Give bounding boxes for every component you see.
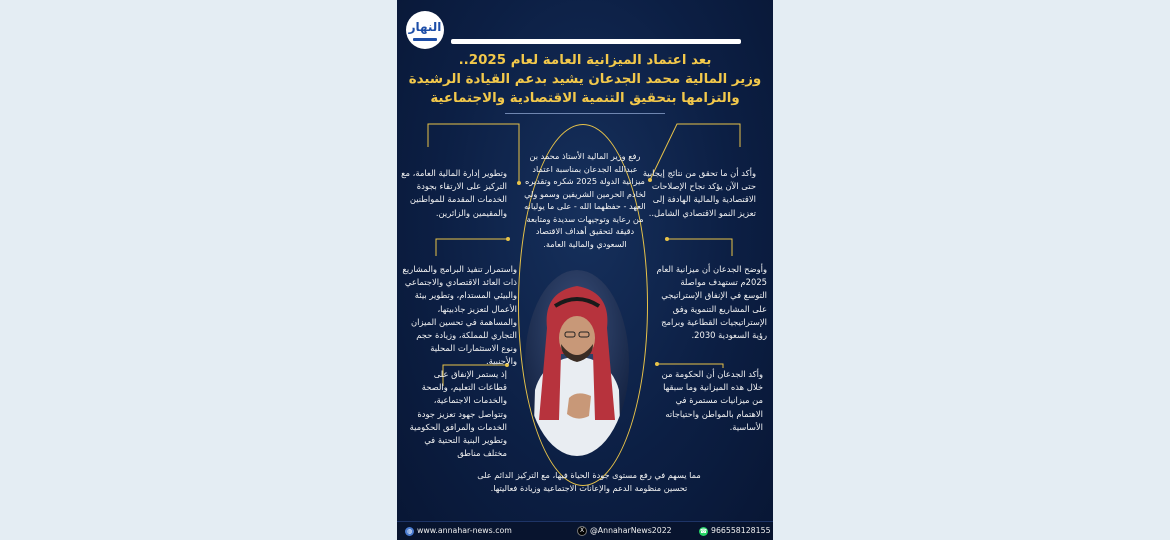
headline-line-2: وزير المالية محمد الجدعان يشيد بدعم القيادة الرشيدة — [408, 72, 762, 87]
bottom-paragraph: مما يسهم في رفع مستوى جودة الحياة فيها، مع التركيز الدائم على تحسين منظومة الدعم والإعانات الاجتماعية وزيادة فعاليتها. — [477, 470, 701, 493]
infographic-poster — [397, 0, 773, 540]
connector-dot-left-2 — [506, 237, 510, 241]
connector-right-2 — [667, 239, 732, 256]
connector-left-2 — [436, 239, 508, 256]
footer-website[interactable] — [405, 526, 512, 536]
globe-icon: ◍ — [406, 527, 413, 535]
hand — [567, 393, 591, 418]
whatsapp-icon: ☎ — [699, 527, 708, 535]
footer-twitter[interactable] — [577, 526, 672, 536]
twitter-text: @AnnaharNews2022 — [590, 526, 672, 535]
connector-dot-left-1 — [517, 181, 521, 185]
left-paragraph-1: وتطوير إدارة المالية العامة، مع التركيز على الارتقاء بجودة الخدمات المقدمة للمواطنين والمقيمين والزائرين. — [401, 168, 507, 218]
right-paragraph-2: وأوضح الجدعان أن ميزانية العام 2025م تستهدف مواصلة التوسع في الإنفاق الإستراتيجي على المشاريع التنموية وفق الإستراتيجيات القطاعية وبرامج رؤية السعودية 2030. — [656, 264, 767, 341]
connector-dot-right-3 — [655, 362, 659, 366]
footer-bar — [397, 521, 773, 540]
left-paragraph-2: واستمرار تنفيذ البرامج والمشاريع ذات العائد الاقتصادي والاجتماعي والبيئي المستدام، وتطوير بيئة الأعمال لتعزيز جاذبيتها، والمساهمة في تحسين الميزان التجاري للمملكة، وزيادة حجم ونوع الاستثمارات المحلية والأجنبية. — [402, 264, 517, 367]
connector-dot-right-2 — [665, 237, 669, 241]
right-paragraph-1: وأكد أن ما تحقق من نتائج إيجابية حتى الآن يؤكد نجاح الإصلاحات الاقتصادية والمالية الهادفة إلى تعزيز النمو الاقتصادي الشامل.. — [642, 168, 756, 218]
footer-phone[interactable] — [699, 526, 771, 536]
website-text: www.annahar-news.com — [417, 526, 512, 535]
logo-text: النهار — [408, 20, 442, 34]
headline-line-3: والتزامها بتحقيق التنمية الاقتصادية والاجتماعية — [430, 91, 740, 106]
right-paragraph-3: وأكد الجدعان أن الحكومة من خلال هذه الميزانية وما سبقها من ميزانيات مستمرة في الاهتمام بالمواطن واحتياجاته الأساسية. — [661, 369, 763, 432]
phone-text: 966558128155 — [711, 526, 771, 535]
headline-line-1: بعد اعتماد الميزانية العامة لعام 2025.. — [458, 53, 712, 68]
x-logo-icon: X — [577, 526, 587, 536]
center-paragraph: رفع وزير المالية الأستاذ محمد بن عبدالله الجدعان بمناسبة اعتماد ميزانية الدولة 2025 شكره وتقديره لخادم الحرمين الشريفين وسمو ولي العهد - حفظهما الله - على ما يوليانه من رعاية وتوجيهات سديدة ومتابعة دقيقة لتحقيق أهداف الاقتصاد السعودي والمالية العامة. — [524, 151, 646, 249]
minister-portrait — [525, 270, 629, 456]
left-paragraph-3: إذ يستمر الإنفاق على قطاعات التعليم، والصحة والخدمات الاجتماعية، وتتواصل جهود تعزيز جودة الخدمات والمرافق الحكومية وتطوير البنية التحتية في مختلف مناطق — [409, 369, 507, 459]
